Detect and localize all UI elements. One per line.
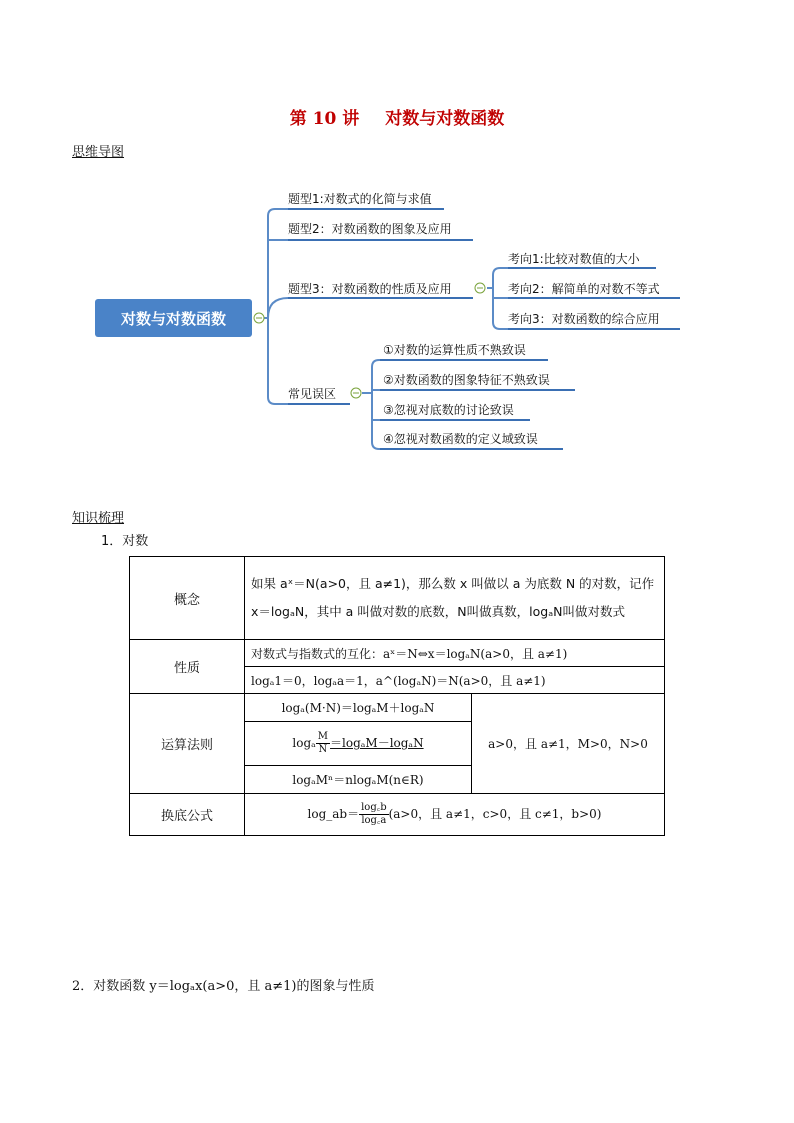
change-of-base-formula <box>245 794 665 836</box>
operation-rule-1: logₐ(M·N)＝logₐM＋logₐN <box>245 694 472 722</box>
rule-2-fraction <box>316 731 330 756</box>
property-label: 性质 <box>130 640 245 694</box>
rule-2-left: logₐ <box>292 736 316 750</box>
sub4-item-3: ③忽视对底数的讨论致误 <box>383 403 514 417</box>
knowledge-heading: 知识梳理 <box>72 511 125 526</box>
operation-rule-3: logₐMⁿ＝nlogₐM(n∈R) <box>245 766 472 794</box>
sub4-item-1: ①对数的运算性质不熟致误 <box>383 343 526 357</box>
branch-1: 题型1:对数式的化简与求值 <box>288 192 432 206</box>
concept-text: 如果 aˣ＝N(a>0，且 a≠1)，那么数 x 叫做以 a 为底数 N 的对数，记作 x＝logₐN，其中 a 叫做对数的底数，N叫做真数，logₐN叫做对数式 <box>245 557 665 640</box>
sub3-item-1: 考向1:比较对数值的大小 <box>508 252 640 266</box>
branch-3: 题型3：对数函数的性质及应用 <box>288 282 452 296</box>
property-row-1: 对数式与指数式的互化：aˣ＝N⇔x＝logₐN(a>0，且 a≠1) <box>245 640 665 667</box>
change-of-base-label: 换底公式 <box>130 794 245 836</box>
branch-2: 题型2：对数函数的图象及应用 <box>288 222 452 236</box>
section-2-heading: 2．对数函数 y＝logₐx(a>0，且 a≠1)的图象与性质 <box>72 979 375 994</box>
rule-2-numerator: M <box>317 731 329 742</box>
cob-left: log_ab＝ <box>307 807 360 821</box>
operations-label: 运算法则 <box>130 694 245 794</box>
concept-label: 概念 <box>130 557 245 640</box>
operation-rule-2 <box>245 722 472 766</box>
lecture-topic: 对数与对数函数 <box>385 109 505 129</box>
lecture-number: 第 10 讲 <box>289 109 360 129</box>
sub3-item-3: 考向3：对数函数的综合应用 <box>508 312 660 326</box>
operations-condition: a>0，且 a≠1，M>0，N>0 <box>472 694 665 794</box>
section-1-heading: 1．对数 <box>101 534 149 549</box>
branch-4: 常见误区 <box>288 387 337 401</box>
sub4-item-4: ④忽视对数函数的定义域致误 <box>383 432 538 446</box>
property-row-2: logₐ1＝0，logₐa＝1，a^(logₐN)＝N(a>0，且 a≠1) <box>245 667 665 694</box>
cob-denominator: log꜀a <box>361 815 387 826</box>
cob-condition: (a>0，且 a≠1，c>0，且 c≠1，b>0) <box>388 807 602 821</box>
rule-2-denominator: N <box>318 744 328 755</box>
mindmap-root: 对数与对数函数 <box>95 299 252 337</box>
sub4-item-2: ②对数函数的图象特征不熟致误 <box>383 373 550 387</box>
cob-numerator: log꜀b <box>361 802 387 813</box>
rule-2-right: ＝logₐM－logₐN <box>330 736 424 750</box>
mindmap-heading: 思维导图 <box>72 145 125 160</box>
cob-fraction <box>359 802 388 827</box>
logarithm-table <box>129 556 665 836</box>
sub3-item-2: 考向2：解简单的对数不等式 <box>508 282 660 296</box>
